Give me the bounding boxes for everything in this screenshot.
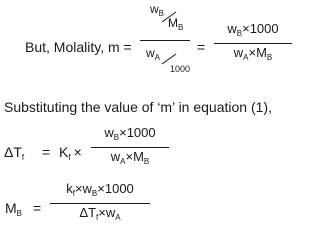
delta-tf-constant: $K_f$ ×: [59, 144, 82, 162]
mb-equals: =: [33, 200, 42, 216]
substitution-sentence: Substituting the value of ‘m’ in equation (1),: [4, 99, 272, 115]
delta-tf-equals: =: [42, 144, 51, 160]
mb-lhs: $M_B$: [5, 200, 23, 218]
molality-num-var: $w_B$: [150, 2, 165, 18]
molality-lead-text: But, Molality, m =: [25, 39, 132, 55]
molality-main-bar: [140, 40, 190, 41]
mb-denominator: $\Delta T_f\times w_A$: [79, 205, 121, 222]
delta-tf-lhs: $\Delta T_f$: [4, 144, 25, 162]
mb-fraction: [50, 181, 150, 225]
molality-rhs-fraction: [214, 21, 292, 65]
molality-equals: =: [197, 39, 206, 55]
delta-tf-fraction: [91, 125, 169, 169]
delta-tf-bar: [91, 147, 169, 148]
delta-tf-numerator: $w_B\times 1000$: [104, 125, 156, 142]
mb-numerator: $k_f\times w_B\times 1000$: [66, 181, 134, 198]
molality-num-div: $M_B$: [168, 16, 184, 32]
mb-bar: [50, 203, 150, 204]
molality-rhs-denominator: $w_A\times M_B$: [233, 45, 273, 62]
molality-den-div: 1000: [170, 64, 191, 74]
molality-rhs-numerator: $w_B\times 1000$: [227, 21, 279, 38]
molality-rhs-bar: [214, 43, 292, 44]
delta-tf-denominator: $w_A\times M_B$: [110, 149, 150, 166]
molality-den-var: $w_A$: [146, 46, 161, 62]
